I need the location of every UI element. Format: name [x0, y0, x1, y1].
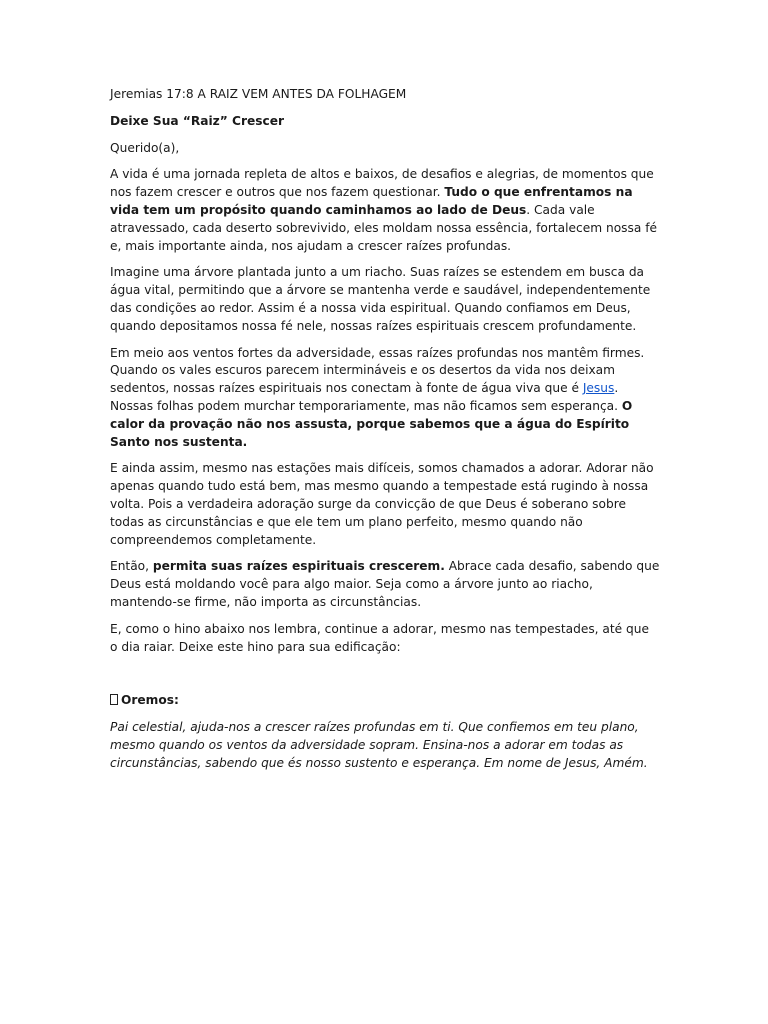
paragraph-1-text-c: . Cada vale atravessado, cada deserto sobrevivido, eles moldam nossa essência, fortalecem nossa fé e, mais importante ainda, nos ajudam a crescer raízes profundas.: [110, 202, 657, 253]
document-title: Jeremias 17:8 A RAIZ VEM ANTES DA FOLHAGEM: [110, 87, 407, 101]
paragraph-3-text-a: Em meio aos ventos fortes da adversidade, essas raízes profundas nos mantêm firmes. Quando os vales escuros parecem intermináveis e os desertos da vida nos deixam sedentos, nossas raízes espirituais nos conectam à fonte de água viva que é: [110, 345, 645, 396]
paragraph-1: [110, 166, 660, 255]
paragraph-3: [110, 345, 660, 452]
paragraph-5: [110, 558, 660, 611]
missing-glyph-icon: [110, 694, 118, 705]
paragraph-6: E, como o hino abaixo nos lembra, continue a adorar, mesmo nas tempestades, até que o dia raiar. Deixe este hino para sua edificação:: [110, 621, 649, 654]
paragraph-2: Imagine uma árvore plantada junto a um riacho. Suas raízes se estendem em busca da água vital, permitindo que a árvore se mantenha verde e saudável, independentemente das condições ao redor. Assim é a nossa vida espiritual. Quando confiamos em Deus, quando depositamos nossa fé nele, nossas raízes espirituais crescem profundamente.: [110, 265, 651, 333]
paragraph-1-bold: Tudo o que enfrentamos na vida tem um propósito quando caminhamos ao lado de Deus: [110, 185, 633, 217]
paragraph-3-bold: O calor da provação não nos assusta, porque sabemos que a água do Espírito Santo nos sustenta.: [110, 398, 633, 449]
document-subtitle: Deixe Sua “Raiz” Crescer: [110, 113, 284, 128]
prayer-heading: [110, 692, 660, 710]
paragraph-5-bold: permita suas raízes espirituais crescerem.: [152, 559, 445, 574]
paragraph-3-text-b: . Nossas folhas podem murchar temporariamente, mas não ficamos sem esperança.: [110, 381, 622, 413]
paragraph-5-text-a: Então,: [110, 559, 153, 574]
prayer-heading-text: Oremos:: [121, 693, 179, 708]
prayer-text: Pai celestial, ajuda-nos a crescer raízes profundas em ti. Que confiemos em teu plano, mesmo quando os ventos da adversidade sopram. Ensina-nos a adorar em todas as circunstâncias, sabendo que és nosso sustento e esperança. Em nome de Jesus, Amém.: [110, 720, 648, 770]
jesus-link[interactable]: Jesus: [582, 381, 615, 396]
paragraph-4: E ainda assim, mesmo nas estações mais difíceis, somos chamados a adorar. Adorar não apenas quando tudo está bem, mas mesmo quando a tempestade está rugindo à nossa volta. Pois a verdadeira adoração surge da convicção de que Deus é soberano sobre todas as circunstâncias e que ele tem um plano perfeito, mesmo quando não compreendemos completamente.: [110, 461, 654, 547]
blank-line: [110, 665, 660, 692]
paragraph-1-text-a: A vida é uma jornada repleta de altos e baixos, de desafios e alegrias, de momentos que nos fazem crescer e outros que nos fazem questionar.: [110, 167, 654, 200]
greeting: Querido(a),: [110, 140, 180, 155]
paragraph-5-text-c: Abrace cada desafio, sabendo que Deus está moldando você para algo maior. Seja como a árvore junto ao riacho, mantendo-se firme, não importa as circunstâncias.: [110, 559, 660, 609]
